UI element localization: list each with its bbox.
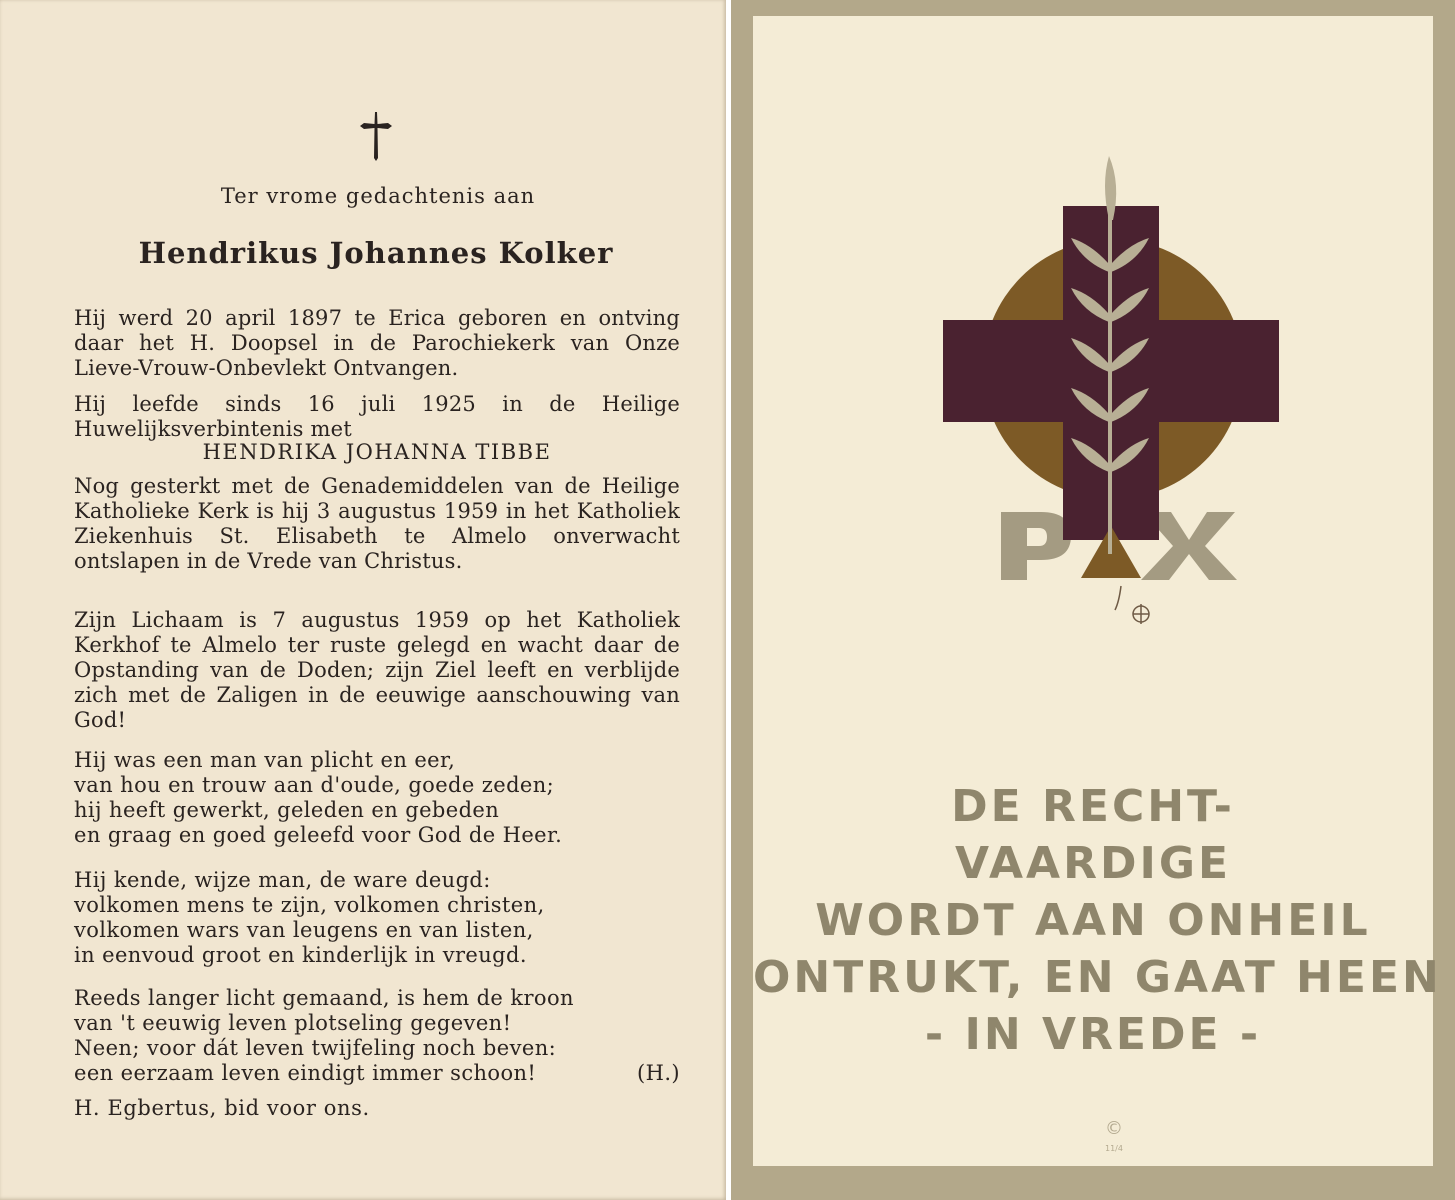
motto-line: - IN VREDE - [924,1009,1262,1060]
marriage-paragraph: Hij leefde sinds 16 juli 1925 in de Heilige Huwelijksverbintenis met [74,392,680,441]
poem-line: van hou en trouw aan d'oude, goede zeden; [74,773,555,797]
birth-paragraph: Hij werd 20 april 1897 te Erica geboren en ontving daar het H. Doopsel in de Parochiekerk van Onze Lieve-Vrouw-Onbevlekt Ontvangen. [74,306,680,380]
poem-line: volkomen wars van leugens en van listen, [74,918,534,942]
poem-line: en graag en goed geleefd voor God de Heer. [74,823,563,847]
cross-icon [358,110,394,162]
poem-last-line [74,1061,680,1086]
cover-panel [753,16,1442,1166]
copyright-mark: © [1105,1118,1123,1139]
cover-page [731,0,1455,1200]
poem-line: Hij was een man van plicht en eer, [74,748,456,772]
cross-with-palm-branch-icon [943,154,1281,624]
spouse-name: HENDRIKA JOHANNA TIBBE [202,440,552,464]
poem-line: een eerzaam leven eindigt immer schoon! [74,1061,537,1085]
poem-line: volkomen mens te zijn, volkomen christen, [74,893,545,917]
monogram-icon [1115,586,1149,624]
deceased-name: Hendrikus Johannes Kolker [138,236,614,270]
poem-line: Neen; voor dát leven twijfeling noch beven: [74,1036,557,1060]
motto-line: DE RECHT- [951,781,1235,832]
poem-stanza [74,748,680,848]
closing-prayer: H. Egbertus, bid voor ons. [74,1096,370,1120]
death-paragraph: Nog gesterkt met de Genademiddelen van de Heilige Katholieke Kerk is hij 3 augustus 1959 in het Katholiek Ziekenhuis St. Elisabeth te Almelo onverwacht ontslapen in de Vrede van Christus. [74,474,680,573]
poem-line: Reeds langer licht gemaand, is hem de kroon [74,986,574,1010]
poem-line: in eenvoud groot en kinderlijk in vreugd. [74,943,527,967]
poem-line: van 't eeuwig leven plotseling gegeven! [74,1011,512,1035]
burial-paragraph: Zijn Lichaam is 7 augustus 1959 op het Katholiek Kerkhof te Almelo ter ruste gelegd en wacht daar de Opstanding van de Doden; zijn Ziel leeft en verblijde zich met de Zaligen in de eeuwige aanschouwing van God! [74,608,680,732]
motto-line: WORDT AAN ONHEIL [815,895,1371,946]
motto-line: VAARDIGE [954,838,1232,889]
dedication-line: Ter vrome gedachtenis aan [220,184,536,208]
print-code: 11/4 [1105,1144,1123,1153]
text-page [0,0,726,1200]
motto-line: ONTRUKT, EN GAAT HEEN [753,952,1442,1003]
motto [753,778,1442,1063]
poem-stanza [74,986,680,1086]
poem-signature: (H.) [637,1061,680,1085]
poem-line: Hij kende, wijze man, de ware deugd: [74,868,491,892]
poem-line: hij heeft gewerkt, geleden en gebeden [74,798,500,822]
poem-stanza [74,868,680,968]
